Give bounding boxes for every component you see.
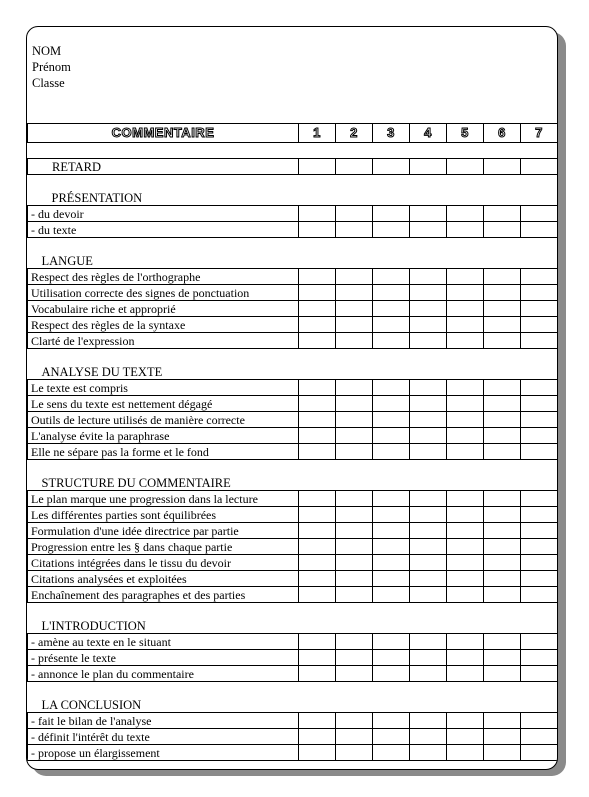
criterion-grade-4[interactable] — [410, 650, 447, 666]
section-title-presentation: PRÉSENTATION — [28, 190, 558, 206]
header-title: COMMENTAIRE — [28, 124, 299, 143]
criterion-grade-5[interactable] — [447, 285, 484, 301]
criterion-grade-4[interactable] — [410, 333, 447, 349]
criterion-grade-1[interactable] — [299, 206, 336, 222]
spacer-cell — [28, 349, 558, 365]
spacer-row — [28, 175, 558, 191]
criterion-grade-6[interactable] — [484, 206, 521, 222]
criterion-grade-1[interactable] — [299, 523, 336, 539]
criterion-grade-4[interactable] — [410, 301, 447, 317]
criterion-grade-5[interactable] — [447, 412, 484, 428]
criterion-grade-6[interactable] — [484, 222, 521, 238]
criterion-grade-1[interactable] — [299, 571, 336, 587]
criterion-grade-7[interactable] — [521, 269, 558, 285]
criterion-grade-3[interactable] — [373, 333, 410, 349]
criterion-grade-2[interactable] — [336, 666, 373, 682]
criterion-grade-2[interactable] — [336, 650, 373, 666]
classe-label: Classe — [32, 76, 65, 90]
criterion-grade-4[interactable] — [410, 666, 447, 682]
criterion-label: - présente le texte — [28, 650, 299, 666]
col-4-header: 4 — [410, 124, 447, 143]
criterion-row — [28, 666, 558, 682]
criterion-grade-5[interactable] — [447, 317, 484, 333]
section-header-row — [28, 475, 558, 491]
col-2-header: 2 — [336, 124, 373, 143]
section-title-retard: RETARD — [28, 159, 299, 175]
criterion-row — [28, 507, 558, 523]
criterion-grade-3[interactable] — [373, 412, 410, 428]
criterion-grade-2[interactable] — [336, 285, 373, 301]
criterion-grade-3[interactable] — [373, 507, 410, 523]
spacer-cell — [28, 682, 558, 698]
criterion-grade-2[interactable] — [336, 587, 373, 603]
criterion-grade-4[interactable] — [410, 317, 447, 333]
criterion-grade-6[interactable] — [484, 269, 521, 285]
criterion-grade-2[interactable] — [336, 729, 373, 745]
spacer-row — [28, 349, 558, 365]
criterion-grade-6[interactable] — [484, 523, 521, 539]
criterion-grade-3[interactable] — [373, 222, 410, 238]
criterion-grade-6[interactable] — [484, 301, 521, 317]
criterion-grade-6[interactable] — [484, 571, 521, 587]
criterion-grade-3[interactable] — [373, 539, 410, 555]
criterion-grade-7[interactable] — [521, 301, 558, 317]
criterion-grade-6[interactable] — [484, 412, 521, 428]
criterion-grade-5[interactable] — [447, 333, 484, 349]
criterion-grade-3[interactable] — [373, 380, 410, 396]
retard-grade-1[interactable] — [299, 159, 336, 175]
criterion-grade-3[interactable] — [373, 523, 410, 539]
section-header-row — [28, 618, 558, 634]
col-6-header: 6 — [484, 124, 521, 143]
criterion-grade-3[interactable] — [373, 729, 410, 745]
criterion-grade-5[interactable] — [447, 222, 484, 238]
criterion-grade-5[interactable] — [447, 650, 484, 666]
section-header-row — [28, 190, 558, 206]
criterion-grade-5[interactable] — [447, 206, 484, 222]
section-title-la-conclusion: LA CONCLUSION — [28, 697, 558, 713]
criterion-grade-5[interactable] — [447, 666, 484, 682]
criterion-grade-7[interactable] — [521, 285, 558, 301]
criterion-grade-5[interactable] — [447, 745, 484, 761]
criterion-grade-4[interactable] — [410, 428, 447, 444]
criterion-grade-4[interactable] — [410, 713, 447, 729]
col-3-header: 3 — [373, 124, 410, 143]
criterion-grade-5[interactable] — [447, 729, 484, 745]
retard-grade-2[interactable] — [336, 159, 373, 175]
criterion-grade-7[interactable] — [521, 412, 558, 428]
criterion-grade-4[interactable] — [410, 634, 447, 650]
criterion-grade-6[interactable] — [484, 713, 521, 729]
criterion-grade-7[interactable] — [521, 428, 558, 444]
section-title-l-introduction: L'INTRODUCTION — [28, 618, 558, 634]
identity-block — [32, 43, 71, 91]
criterion-grade-1[interactable] — [299, 428, 336, 444]
section-header-row — [28, 697, 558, 713]
criterion-label: Outils de lecture utilisés de manière correcte — [28, 412, 299, 428]
criterion-grade-1[interactable] — [299, 507, 336, 523]
criterion-grade-2[interactable] — [336, 745, 373, 761]
criterion-label: - amène au texte en le situant — [28, 634, 299, 650]
criterion-label: - définit l'intérêt du texte — [28, 729, 299, 745]
col-5-header: 5 — [447, 124, 484, 143]
criterion-row — [28, 333, 558, 349]
retard-grade-4[interactable] — [410, 159, 447, 175]
criterion-grade-1[interactable] — [299, 333, 336, 349]
criterion-grade-1[interactable] — [299, 317, 336, 333]
criterion-label: Utilisation correcte des signes de ponctuation — [28, 285, 299, 301]
criterion-grade-4[interactable] — [410, 285, 447, 301]
criterion-grade-1[interactable] — [299, 745, 336, 761]
criterion-grade-2[interactable] — [336, 523, 373, 539]
criterion-grade-1[interactable] — [299, 634, 336, 650]
criterion-grade-1[interactable] — [299, 222, 336, 238]
criterion-grade-7[interactable] — [521, 745, 558, 761]
criterion-grade-2[interactable] — [336, 412, 373, 428]
criterion-row — [28, 412, 558, 428]
criterion-grade-4[interactable] — [410, 491, 447, 507]
spacer-cell — [28, 175, 558, 191]
criterion-row — [28, 745, 558, 761]
criterion-grade-2[interactable] — [336, 380, 373, 396]
criterion-row — [28, 539, 558, 555]
criterion-grade-6[interactable] — [484, 539, 521, 555]
criterion-grade-7[interactable] — [521, 333, 558, 349]
criterion-grade-2[interactable] — [336, 317, 373, 333]
criterion-grade-7[interactable] — [521, 317, 558, 333]
criterion-grade-2[interactable] — [336, 444, 373, 460]
criterion-grade-7[interactable] — [521, 206, 558, 222]
criterion-grade-3[interactable] — [373, 650, 410, 666]
criterion-grade-5[interactable] — [447, 713, 484, 729]
criterion-grade-5[interactable] — [447, 301, 484, 317]
section-title-structure-du-commentaire: STRUCTURE DU COMMENTAIRE — [28, 475, 558, 491]
spacer-row — [28, 238, 558, 254]
criterion-grade-7[interactable] — [521, 507, 558, 523]
criterion-grade-3[interactable] — [373, 285, 410, 301]
criterion-grade-1[interactable] — [299, 587, 336, 603]
criterion-label: Formulation d'une idée directrice par partie — [28, 523, 299, 539]
criterion-grade-2[interactable] — [336, 301, 373, 317]
criterion-grade-7[interactable] — [521, 571, 558, 587]
criterion-grade-3[interactable] — [373, 317, 410, 333]
criterion-grade-1[interactable] — [299, 380, 336, 396]
criterion-grade-6[interactable] — [484, 729, 521, 745]
section-title-analyse-du-texte: ANALYSE DU TEXTE — [28, 364, 558, 380]
evaluation-sheet — [26, 26, 558, 770]
criterion-grade-3[interactable] — [373, 587, 410, 603]
criterion-grade-6[interactable] — [484, 587, 521, 603]
spacer-row — [28, 143, 558, 159]
criterion-grade-7[interactable] — [521, 666, 558, 682]
criterion-label: - annonce le plan du commentaire — [28, 666, 299, 682]
criterion-grade-4[interactable] — [410, 745, 447, 761]
criterion-grade-5[interactable] — [447, 428, 484, 444]
criterion-label: Respect des règles de l'orthographe — [28, 269, 299, 285]
criterion-label: Le plan marque une progression dans la lecture — [28, 491, 299, 507]
criterion-grade-5[interactable] — [447, 396, 484, 412]
criterion-grade-5[interactable] — [447, 523, 484, 539]
criterion-grade-6[interactable] — [484, 634, 521, 650]
criterion-grade-3[interactable] — [373, 444, 410, 460]
criterion-grade-2[interactable] — [336, 206, 373, 222]
criterion-grade-7[interactable] — [521, 491, 558, 507]
criterion-grade-5[interactable] — [447, 555, 484, 571]
criterion-row — [28, 571, 558, 587]
criterion-label: Enchaînement des paragraphes et des parties — [28, 587, 299, 603]
criterion-label: Respect des règles de la syntaxe — [28, 317, 299, 333]
spacer-cell — [28, 460, 558, 476]
criterion-grade-2[interactable] — [336, 333, 373, 349]
criterion-grade-5[interactable] — [447, 269, 484, 285]
criterion-grade-7[interactable] — [521, 729, 558, 745]
criterion-row — [28, 396, 558, 412]
criterion-grade-1[interactable] — [299, 412, 336, 428]
criterion-label: - du texte — [28, 222, 299, 238]
criterion-grade-2[interactable] — [336, 507, 373, 523]
criterion-grade-3[interactable] — [373, 745, 410, 761]
criterion-grade-6[interactable] — [484, 317, 521, 333]
criterion-grade-1[interactable] — [299, 729, 336, 745]
criterion-grade-7[interactable] — [521, 555, 558, 571]
criterion-grade-6[interactable] — [484, 650, 521, 666]
criterion-grade-6[interactable] — [484, 555, 521, 571]
criterion-grade-1[interactable] — [299, 444, 336, 460]
criterion-grade-5[interactable] — [447, 444, 484, 460]
criterion-label: Citations analysées et exploitées — [28, 571, 299, 587]
criterion-row — [28, 380, 558, 396]
criterion-grade-4[interactable] — [410, 555, 447, 571]
criterion-grade-4[interactable] — [410, 587, 447, 603]
criterion-grade-5[interactable] — [447, 491, 484, 507]
criterion-grade-6[interactable] — [484, 285, 521, 301]
criterion-grade-6[interactable] — [484, 507, 521, 523]
criterion-grade-2[interactable] — [336, 555, 373, 571]
criterion-grade-7[interactable] — [521, 222, 558, 238]
criterion-label: - propose un élargissement — [28, 745, 299, 761]
criterion-label: Vocabulaire riche et approprié — [28, 301, 299, 317]
criterion-grade-1[interactable] — [299, 301, 336, 317]
criterion-grade-3[interactable] — [373, 428, 410, 444]
criterion-row — [28, 285, 558, 301]
criterion-grade-5[interactable] — [447, 539, 484, 555]
criterion-grade-6[interactable] — [484, 444, 521, 460]
retard-grade-3[interactable] — [373, 159, 410, 175]
criterion-grade-7[interactable] — [521, 539, 558, 555]
criterion-grade-3[interactable] — [373, 269, 410, 285]
criterion-grade-6[interactable] — [484, 428, 521, 444]
criterion-grade-4[interactable] — [410, 206, 447, 222]
criterion-grade-1[interactable] — [299, 713, 336, 729]
criterion-grade-7[interactable] — [521, 587, 558, 603]
col-1-header: 1 — [299, 124, 336, 143]
criterion-grade-2[interactable] — [336, 539, 373, 555]
criterion-grade-4[interactable] — [410, 269, 447, 285]
criterion-grade-7[interactable] — [521, 713, 558, 729]
criterion-grade-3[interactable] — [373, 491, 410, 507]
criterion-grade-3[interactable] — [373, 555, 410, 571]
criterion-grade-4[interactable] — [410, 444, 447, 460]
criterion-grade-7[interactable] — [521, 523, 558, 539]
criterion-label: Le sens du texte est nettement dégagé — [28, 396, 299, 412]
criterion-row — [28, 634, 558, 650]
grading-table — [27, 123, 558, 761]
criterion-grade-7[interactable] — [521, 650, 558, 666]
spacer-cell — [28, 603, 558, 619]
criterion-grade-7[interactable] — [521, 380, 558, 396]
col-7-header: 7 — [521, 124, 558, 143]
nom-label: NOM — [32, 44, 62, 58]
criterion-grade-4[interactable] — [410, 412, 447, 428]
criterion-row — [28, 301, 558, 317]
criterion-grade-2[interactable] — [336, 269, 373, 285]
criterion-grade-6[interactable] — [484, 745, 521, 761]
criterion-grade-4[interactable] — [410, 729, 447, 745]
criterion-label: - fait le bilan de l'analyse — [28, 713, 299, 729]
spacer-cell — [28, 238, 558, 254]
criterion-label: - du devoir — [28, 206, 299, 222]
spacer-row — [28, 603, 558, 619]
criterion-row — [28, 444, 558, 460]
criterion-grade-6[interactable] — [484, 491, 521, 507]
retard-grade-6[interactable] — [484, 159, 521, 175]
spacer-row — [28, 460, 558, 476]
criterion-grade-7[interactable] — [521, 444, 558, 460]
retard-grade-5[interactable] — [447, 159, 484, 175]
criterion-grade-3[interactable] — [373, 206, 410, 222]
spacer-row — [28, 682, 558, 698]
header-row — [28, 124, 558, 143]
criterion-grade-5[interactable] — [447, 380, 484, 396]
criterion-grade-2[interactable] — [336, 634, 373, 650]
criterion-label: Progression entre les § dans chaque partie — [28, 539, 299, 555]
section-header-row — [28, 364, 558, 380]
criterion-grade-1[interactable] — [299, 396, 336, 412]
criterion-grade-5[interactable] — [447, 571, 484, 587]
criterion-row — [28, 491, 558, 507]
criterion-row — [28, 523, 558, 539]
criterion-grade-1[interactable] — [299, 666, 336, 682]
criterion-label: L'analyse évite la paraphrase — [28, 428, 299, 444]
criterion-label: Les différentes parties sont équilibrées — [28, 507, 299, 523]
criterion-row — [28, 428, 558, 444]
criterion-grade-1[interactable] — [299, 650, 336, 666]
criterion-grade-3[interactable] — [373, 301, 410, 317]
criterion-grade-3[interactable] — [373, 396, 410, 412]
criterion-grade-4[interactable] — [410, 507, 447, 523]
criterion-grade-4[interactable] — [410, 523, 447, 539]
criterion-grade-2[interactable] — [336, 428, 373, 444]
criterion-grade-5[interactable] — [447, 634, 484, 650]
criterion-grade-6[interactable] — [484, 380, 521, 396]
criterion-row — [28, 555, 558, 571]
criterion-grade-1[interactable] — [299, 269, 336, 285]
criterion-grade-3[interactable] — [373, 713, 410, 729]
criterion-grade-3[interactable] — [373, 666, 410, 682]
criterion-label: Le texte est compris — [28, 380, 299, 396]
criterion-grade-7[interactable] — [521, 634, 558, 650]
criterion-grade-5[interactable] — [447, 507, 484, 523]
criterion-label: Clarté de l'expression — [28, 333, 299, 349]
retard-grade-7[interactable] — [521, 159, 558, 175]
criterion-grade-2[interactable] — [336, 713, 373, 729]
section-header-row — [28, 159, 558, 175]
criterion-grade-1[interactable] — [299, 491, 336, 507]
criterion-row — [28, 317, 558, 333]
criterion-grade-4[interactable] — [410, 539, 447, 555]
criterion-grade-2[interactable] — [336, 571, 373, 587]
criterion-grade-4[interactable] — [410, 571, 447, 587]
section-header-row — [28, 253, 558, 269]
criterion-label: Elle ne sépare pas la forme et le fond — [28, 444, 299, 460]
criterion-grade-1[interactable] — [299, 539, 336, 555]
spacer-cell — [28, 143, 558, 159]
criterion-row — [28, 222, 558, 238]
criterion-grade-4[interactable] — [410, 396, 447, 412]
criterion-grade-1[interactable] — [299, 285, 336, 301]
criterion-grade-2[interactable] — [336, 396, 373, 412]
criterion-grade-7[interactable] — [521, 396, 558, 412]
criterion-grade-3[interactable] — [373, 634, 410, 650]
criterion-grade-4[interactable] — [410, 380, 447, 396]
criterion-grade-2[interactable] — [336, 491, 373, 507]
criterion-grade-6[interactable] — [484, 666, 521, 682]
criterion-row — [28, 650, 558, 666]
criterion-grade-5[interactable] — [447, 587, 484, 603]
criterion-grade-3[interactable] — [373, 571, 410, 587]
criterion-row — [28, 206, 558, 222]
section-title-langue: LANGUE — [28, 253, 558, 269]
criterion-row — [28, 713, 558, 729]
criterion-grade-1[interactable] — [299, 555, 336, 571]
criterion-row — [28, 587, 558, 603]
criterion-grade-6[interactable] — [484, 333, 521, 349]
criterion-label: Citations intégrées dans le tissu du devoir — [28, 555, 299, 571]
prenom-label: Prénom — [32, 60, 71, 74]
criterion-grade-6[interactable] — [484, 396, 521, 412]
criterion-grade-2[interactable] — [336, 222, 373, 238]
criterion-row — [28, 269, 558, 285]
criterion-grade-4[interactable] — [410, 222, 447, 238]
criterion-row — [28, 729, 558, 745]
